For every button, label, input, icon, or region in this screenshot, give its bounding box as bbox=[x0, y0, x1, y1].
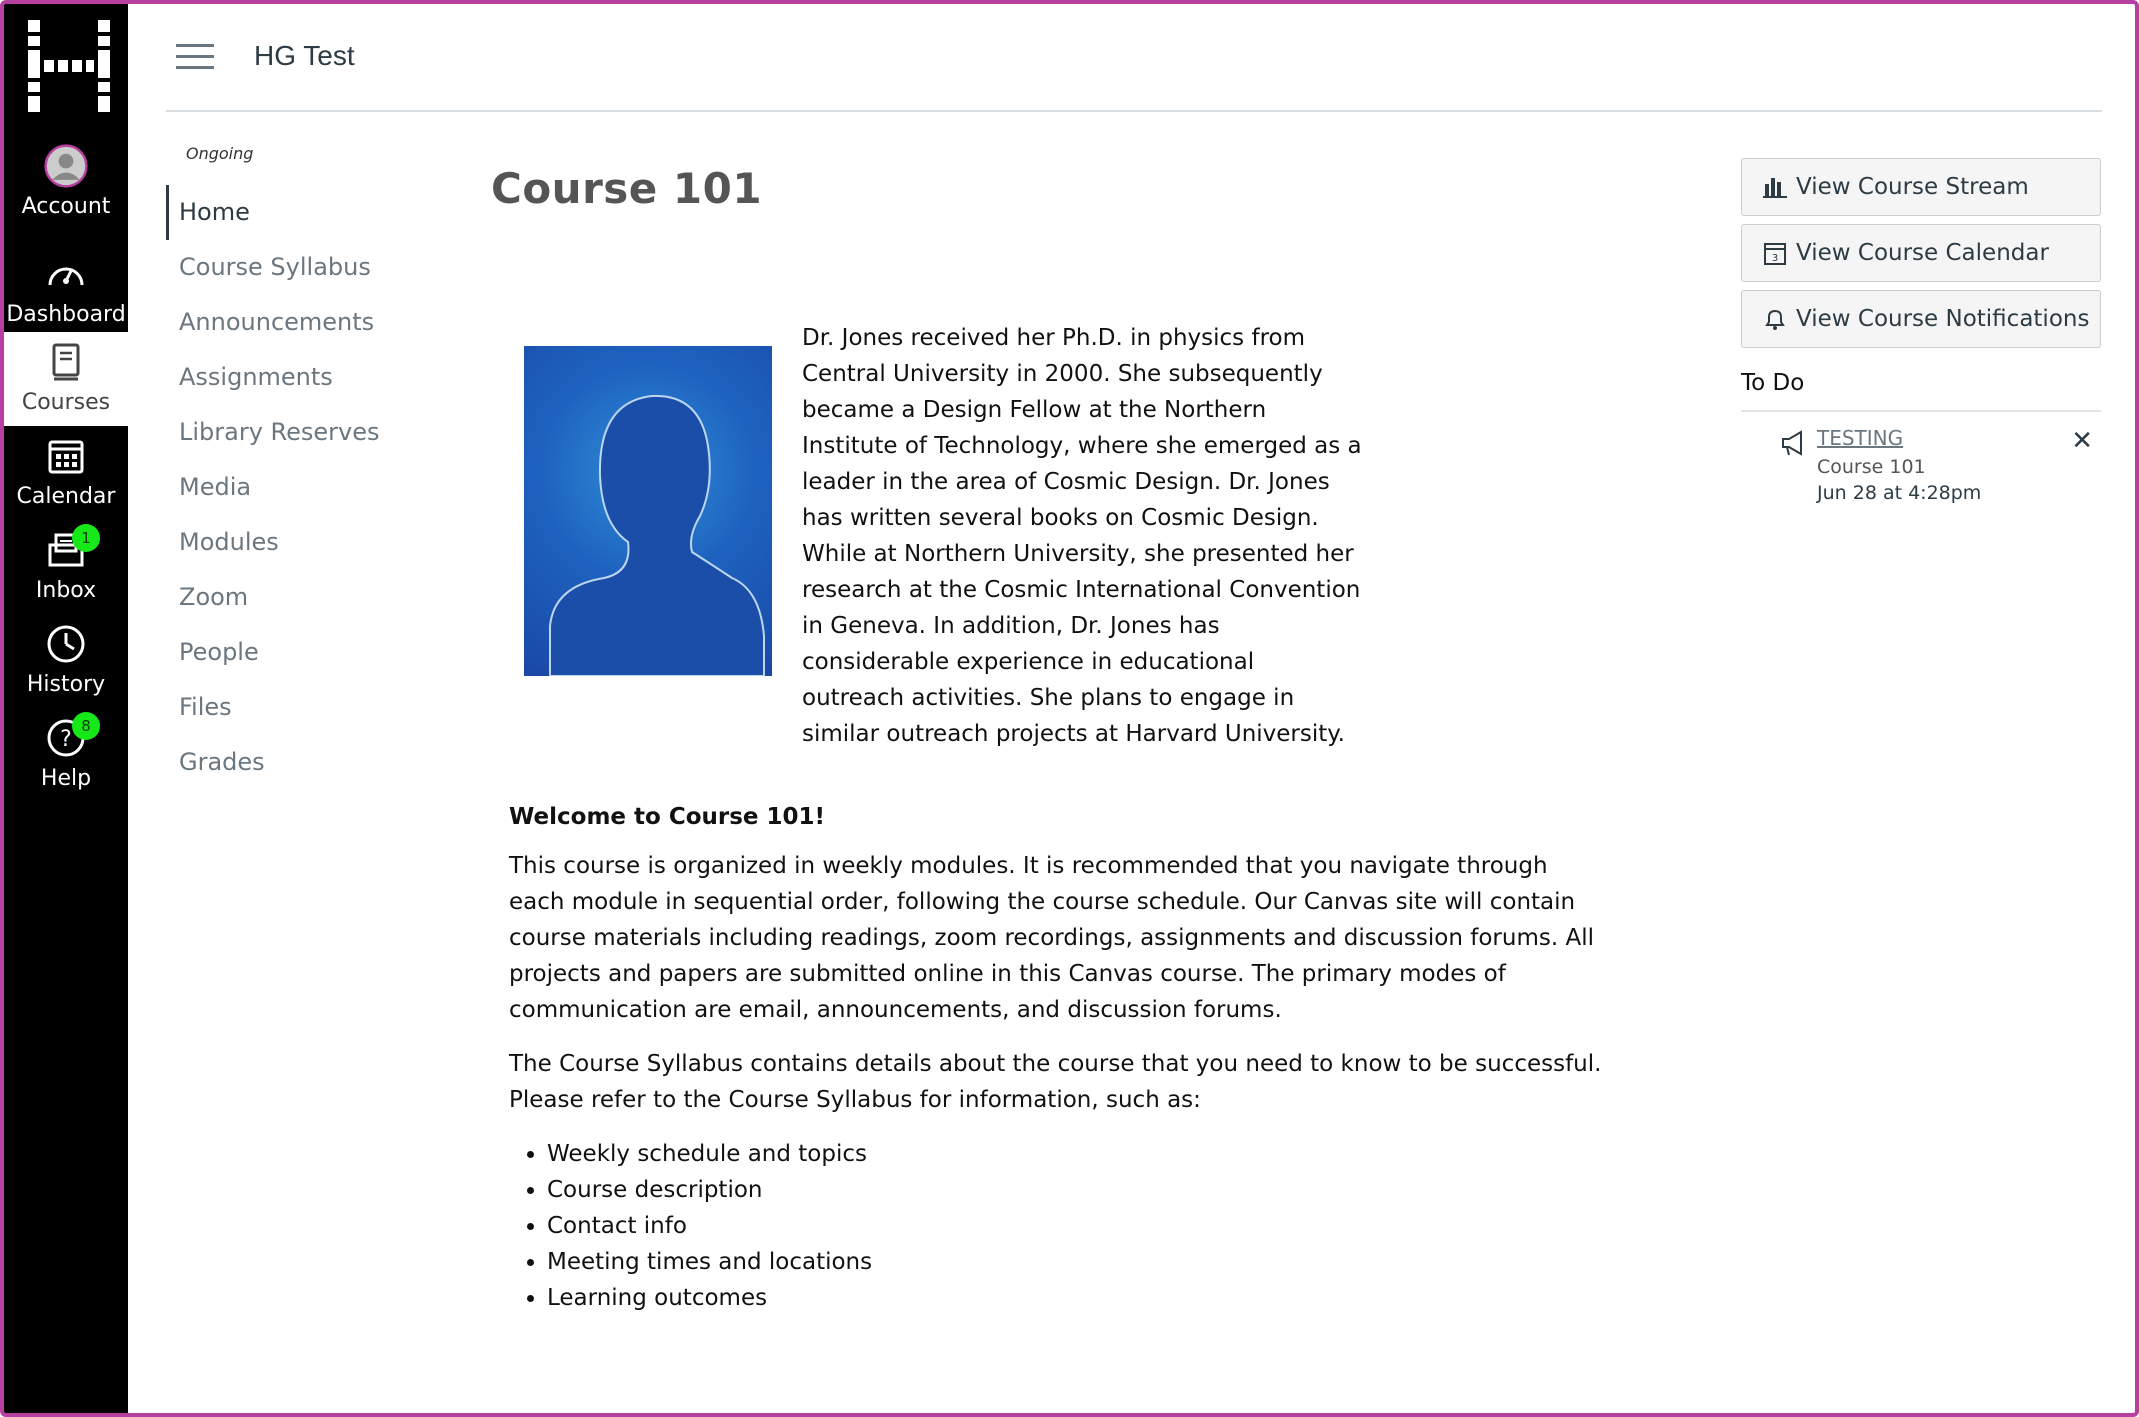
inbox-icon bbox=[44, 528, 91, 572]
global-nav-label: Inbox bbox=[35, 578, 97, 603]
global-nav-courses[interactable] bbox=[4, 332, 128, 426]
global-nav bbox=[4, 4, 128, 1413]
course-nav-announcements[interactable]: Announcements bbox=[179, 308, 375, 336]
course-nav-zoom[interactable]: Zoom bbox=[179, 583, 249, 611]
global-nav-help[interactable] bbox=[4, 708, 128, 802]
global-nav-label: Calendar bbox=[16, 484, 116, 509]
button-label: View Course Notifications bbox=[1796, 306, 2090, 332]
todo-item bbox=[1741, 412, 2101, 504]
global-nav-history[interactable] bbox=[4, 614, 128, 708]
list-item: • Course description bbox=[547, 1172, 1609, 1208]
right-sidebar bbox=[1741, 158, 2101, 504]
list-item: • Learning outcomes bbox=[547, 1280, 1609, 1316]
instructor-portrait bbox=[524, 346, 772, 676]
bell-icon bbox=[1762, 306, 1788, 332]
breadcrumb[interactable]: HG Test bbox=[254, 40, 355, 71]
global-nav-label: History bbox=[26, 672, 106, 697]
speedometer-icon bbox=[44, 252, 88, 296]
course-nav-files[interactable]: Files bbox=[179, 693, 232, 721]
dismiss-todo-button[interactable]: ✕ bbox=[2071, 426, 2093, 456]
view-course-stream-button[interactable] bbox=[1741, 158, 2101, 216]
calendar-icon bbox=[1762, 240, 1788, 266]
clock-icon bbox=[44, 622, 88, 666]
main-content bbox=[491, 164, 1611, 1311]
welcome-section bbox=[509, 804, 1609, 1316]
button-label: View Course Calendar bbox=[1796, 240, 2049, 266]
harvard-logo[interactable] bbox=[26, 18, 112, 114]
list-item: • Meeting times and locations bbox=[547, 1244, 1609, 1280]
megaphone-icon bbox=[1779, 428, 1809, 458]
global-nav-label: Account bbox=[21, 194, 111, 219]
course-nav-media[interactable]: Media bbox=[179, 473, 252, 501]
global-nav-inbox[interactable] bbox=[4, 520, 128, 614]
view-course-notifications-button[interactable] bbox=[1741, 290, 2101, 348]
global-nav-label: Dashboard bbox=[6, 302, 126, 327]
todo-heading: To Do bbox=[1741, 370, 2101, 412]
view-course-calendar-button[interactable] bbox=[1741, 224, 2101, 282]
course-nav-assignments[interactable]: Assignments bbox=[179, 363, 333, 391]
question-icon bbox=[44, 716, 91, 760]
term-label: Ongoing bbox=[186, 144, 254, 163]
hamburger-menu-button[interactable] bbox=[176, 44, 214, 74]
course-nav-grades[interactable]: Grades bbox=[179, 748, 265, 776]
list-item: • Weekly schedule and topics bbox=[547, 1136, 1609, 1172]
todo-date: Jun 28 at 4:28pm bbox=[1817, 482, 1982, 504]
instructor-bio bbox=[491, 320, 1591, 747]
avatar-icon bbox=[44, 144, 88, 188]
bio-text: Dr. Jones received her Ph.D. in physics from Central University in 2000. She subsequently became a Design Fellow at the Northern Institute of Technology, where she emerged as a leader in the area of Cosmic Design. Dr. Jones has written several books on Cosmic Design. While at Northern University, she presented her research at the Cosmic International Convention in Geneva. In addition, Dr. Jones has considerable experience in educational outreach activities. She plans to engage in similar outreach projects at Harvard University. bbox=[802, 325, 1362, 747]
page-title: Course 101 bbox=[491, 164, 763, 213]
course-nav-syllabus[interactable]: Course Syllabus bbox=[179, 253, 371, 281]
global-nav-label: Help bbox=[40, 766, 92, 791]
global-nav-calendar[interactable] bbox=[4, 426, 128, 520]
course-nav-home[interactable]: Home bbox=[166, 185, 466, 240]
global-nav-label: Courses bbox=[21, 390, 111, 415]
todo-course: Course 101 bbox=[1817, 456, 1926, 478]
svg-text:3: 3 bbox=[1771, 253, 1779, 264]
todo-title-link[interactable]: TESTING bbox=[1817, 426, 1904, 450]
inbox-unread-badge: 1 bbox=[72, 524, 100, 552]
book-icon bbox=[44, 340, 88, 384]
course-nav-people[interactable]: People bbox=[179, 638, 259, 666]
course-nav bbox=[166, 144, 466, 790]
svg-text:?: ? bbox=[60, 727, 72, 752]
course-header bbox=[166, 4, 2102, 112]
welcome-heading: Welcome to Course 101! bbox=[509, 804, 826, 830]
syllabus-info-list bbox=[547, 1136, 1609, 1316]
list-item: • Contact info bbox=[547, 1208, 1609, 1244]
calendar-icon bbox=[44, 434, 88, 478]
global-nav-account[interactable] bbox=[4, 136, 128, 230]
global-nav-dashboard[interactable] bbox=[4, 244, 128, 338]
welcome-paragraph-2: The Course Syllabus contains details about the course that you need to know to be successful. Please refer to the Course Syllabus for information, such as: bbox=[509, 1051, 1602, 1113]
button-label: View Course Stream bbox=[1796, 174, 2029, 200]
welcome-paragraph-1: This course is organized in weekly modules. It is recommended that you navigate through each module in sequential order, following the course schedule. Our Canvas site will contain course materials including readings, zoom recordings, assignments and discussion forums. All projects and papers are submitted online in this Canvas course. The primary modes of communication are email, announcements, and discussion forums. bbox=[509, 853, 1594, 1023]
course-nav-modules[interactable]: Modules bbox=[179, 528, 279, 556]
bar-chart-icon bbox=[1762, 174, 1788, 200]
course-nav-library-reserves[interactable]: Library Reserves bbox=[179, 418, 380, 446]
help-badge: 8 bbox=[72, 712, 100, 740]
